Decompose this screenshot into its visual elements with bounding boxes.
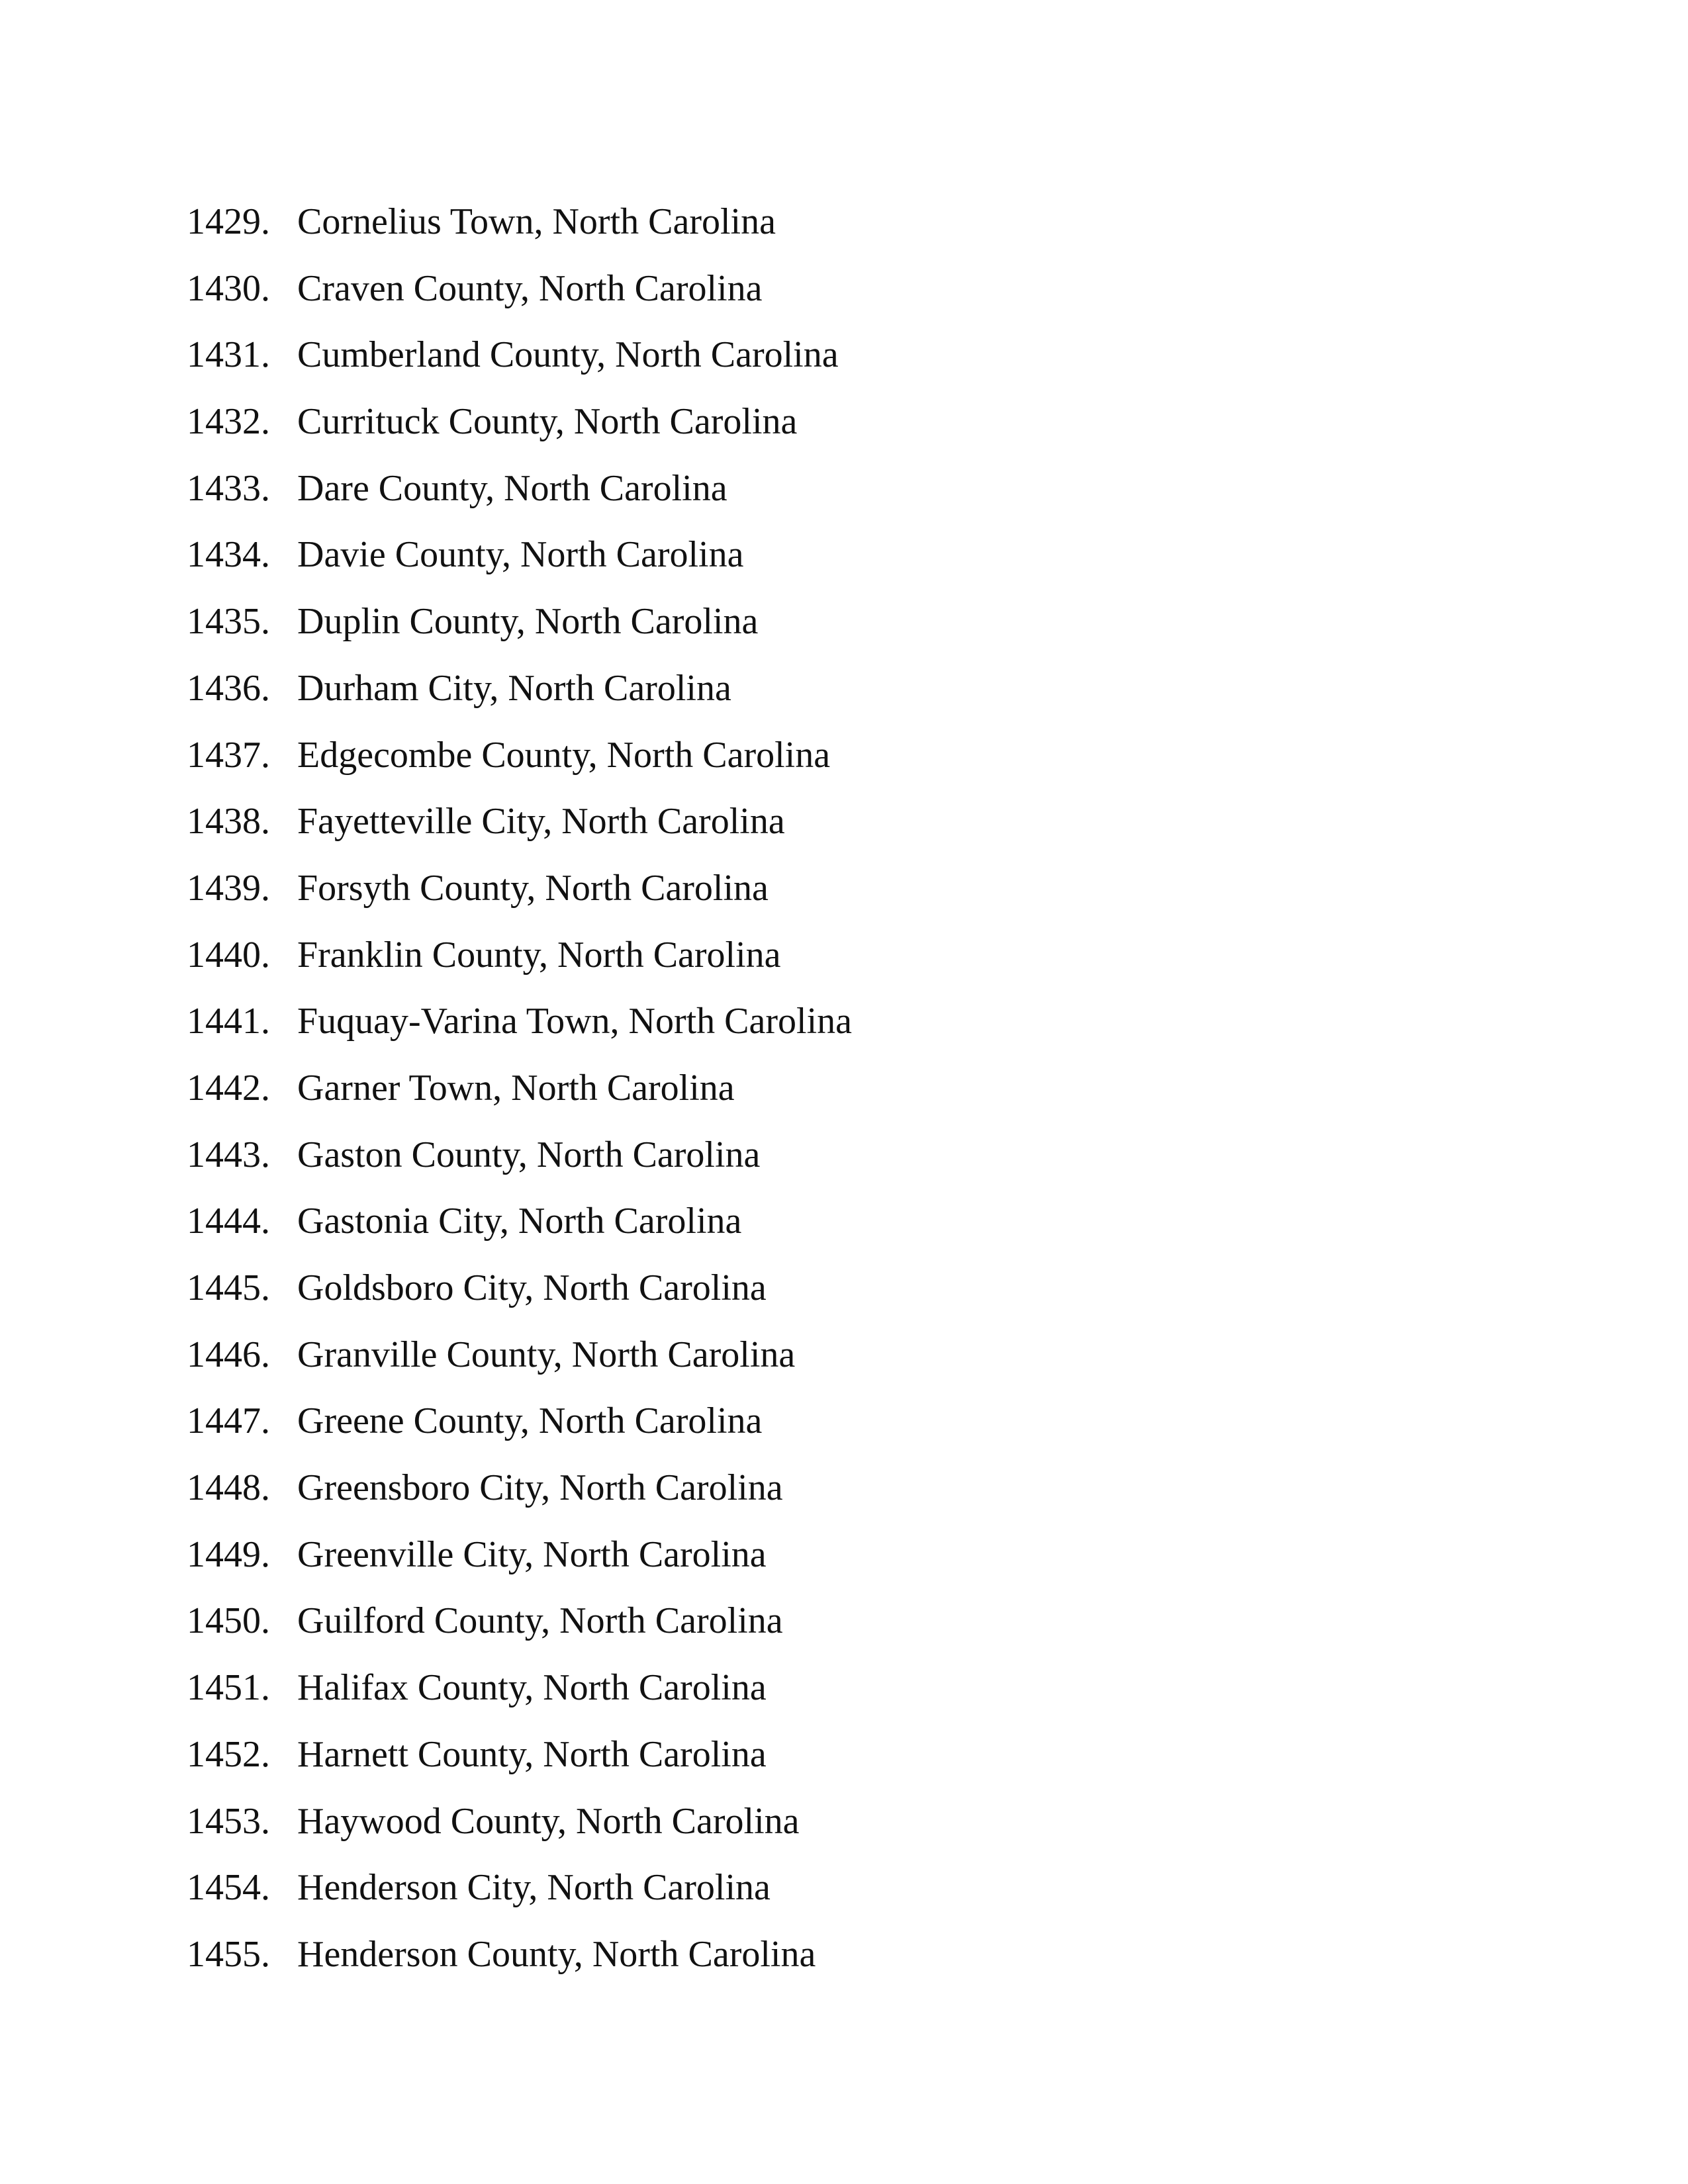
list-item-number: 1429. bbox=[187, 201, 270, 242]
list-item bbox=[187, 1788, 852, 1855]
list-item-text: Davie County, North Carolina bbox=[297, 534, 744, 576]
list-item bbox=[187, 788, 852, 855]
list-item-number: 1431. bbox=[187, 334, 270, 376]
list-item-number: 1437. bbox=[187, 734, 270, 776]
list-item-text: Dare County, North Carolina bbox=[297, 467, 727, 509]
list-item-number: 1448. bbox=[187, 1467, 270, 1509]
list-item-number: 1432. bbox=[187, 401, 270, 443]
list-item-number: 1449. bbox=[187, 1533, 270, 1575]
list-item bbox=[187, 1921, 852, 1988]
list-item-number: 1436. bbox=[187, 667, 270, 709]
list-item-number: 1440. bbox=[187, 934, 270, 976]
list-item-text: Durham City, North Carolina bbox=[297, 667, 731, 709]
list-item bbox=[187, 455, 852, 522]
list-item-text: Greensboro City, North Carolina bbox=[297, 1467, 783, 1509]
list-item-number: 1447. bbox=[187, 1400, 270, 1442]
list-item-number: 1435. bbox=[187, 601, 270, 643]
list-item-text: Gastonia City, North Carolina bbox=[297, 1201, 742, 1242]
list-item-number: 1446. bbox=[187, 1334, 270, 1375]
list-item-number: 1433. bbox=[187, 467, 270, 509]
list-item-number: 1452. bbox=[187, 1733, 270, 1775]
list-item-text: Henderson County, North Carolina bbox=[297, 1933, 816, 1975]
list-item bbox=[187, 1055, 852, 1122]
list-item bbox=[187, 722, 852, 789]
list-item bbox=[187, 255, 852, 322]
list-item-text: Harnett County, North Carolina bbox=[297, 1733, 767, 1775]
list-item-text: Guilford County, North Carolina bbox=[297, 1600, 783, 1642]
list-item bbox=[187, 1588, 852, 1655]
list-item bbox=[187, 388, 852, 455]
list-item bbox=[187, 1721, 852, 1788]
list-item-text: Currituck County, North Carolina bbox=[297, 401, 798, 443]
list-item-number: 1451. bbox=[187, 1667, 270, 1709]
list-item-number: 1453. bbox=[187, 1800, 270, 1842]
list-item bbox=[187, 1188, 852, 1255]
list-item bbox=[187, 1854, 852, 1921]
list-item bbox=[187, 322, 852, 388]
list-item bbox=[187, 1522, 852, 1588]
list-item-text: Duplin County, North Carolina bbox=[297, 601, 759, 643]
list-item-text: Greene County, North Carolina bbox=[297, 1400, 763, 1442]
list-item bbox=[187, 1455, 852, 1522]
numbered-list bbox=[187, 189, 852, 1988]
list-item bbox=[187, 988, 852, 1055]
list-item-text: Edgecombe County, North Carolina bbox=[297, 734, 831, 776]
list-item bbox=[187, 1388, 852, 1455]
list-item-text: Haywood County, North Carolina bbox=[297, 1800, 800, 1842]
list-item-number: 1443. bbox=[187, 1134, 270, 1175]
list-item-text: Garner Town, North Carolina bbox=[297, 1067, 735, 1109]
list-item-text: Cornelius Town, North Carolina bbox=[297, 201, 776, 242]
list-item bbox=[187, 1322, 852, 1388]
list-item-number: 1445. bbox=[187, 1267, 270, 1308]
list-item-text: Goldsboro City, North Carolina bbox=[297, 1267, 767, 1308]
list-item bbox=[187, 522, 852, 588]
list-item-text: Gaston County, North Carolina bbox=[297, 1134, 761, 1175]
list-item bbox=[187, 855, 852, 922]
list-item-number: 1438. bbox=[187, 801, 270, 842]
list-item-text: Craven County, North Carolina bbox=[297, 267, 763, 309]
list-item-number: 1455. bbox=[187, 1933, 270, 1975]
list-item bbox=[187, 1655, 852, 1721]
list-item-number: 1430. bbox=[187, 267, 270, 309]
list-item-number: 1442. bbox=[187, 1067, 270, 1109]
list-item-text: Halifax County, North Carolina bbox=[297, 1667, 767, 1709]
list-item-text: Franklin County, North Carolina bbox=[297, 934, 781, 976]
list-item bbox=[187, 588, 852, 655]
list-item bbox=[187, 1122, 852, 1189]
list-item-text: Forsyth County, North Carolina bbox=[297, 867, 769, 909]
list-item bbox=[187, 1255, 852, 1322]
list-item-number: 1441. bbox=[187, 1001, 270, 1042]
list-item-number: 1454. bbox=[187, 1867, 270, 1909]
list-item bbox=[187, 189, 852, 255]
list-item bbox=[187, 922, 852, 989]
list-item-text: Granville County, North Carolina bbox=[297, 1334, 796, 1375]
list-item-text: Cumberland County, North Carolina bbox=[297, 334, 839, 376]
list-item-text: Fayetteville City, North Carolina bbox=[297, 801, 785, 842]
list-item bbox=[187, 655, 852, 722]
list-item-text: Fuquay-Varina Town, North Carolina bbox=[297, 1001, 853, 1042]
list-item-number: 1444. bbox=[187, 1201, 270, 1242]
list-item-number: 1434. bbox=[187, 534, 270, 576]
list-item-text: Henderson City, North Carolina bbox=[297, 1867, 771, 1909]
list-item-text: Greenville City, North Carolina bbox=[297, 1533, 767, 1575]
list-item-number: 1450. bbox=[187, 1600, 270, 1642]
list-item-number: 1439. bbox=[187, 867, 270, 909]
